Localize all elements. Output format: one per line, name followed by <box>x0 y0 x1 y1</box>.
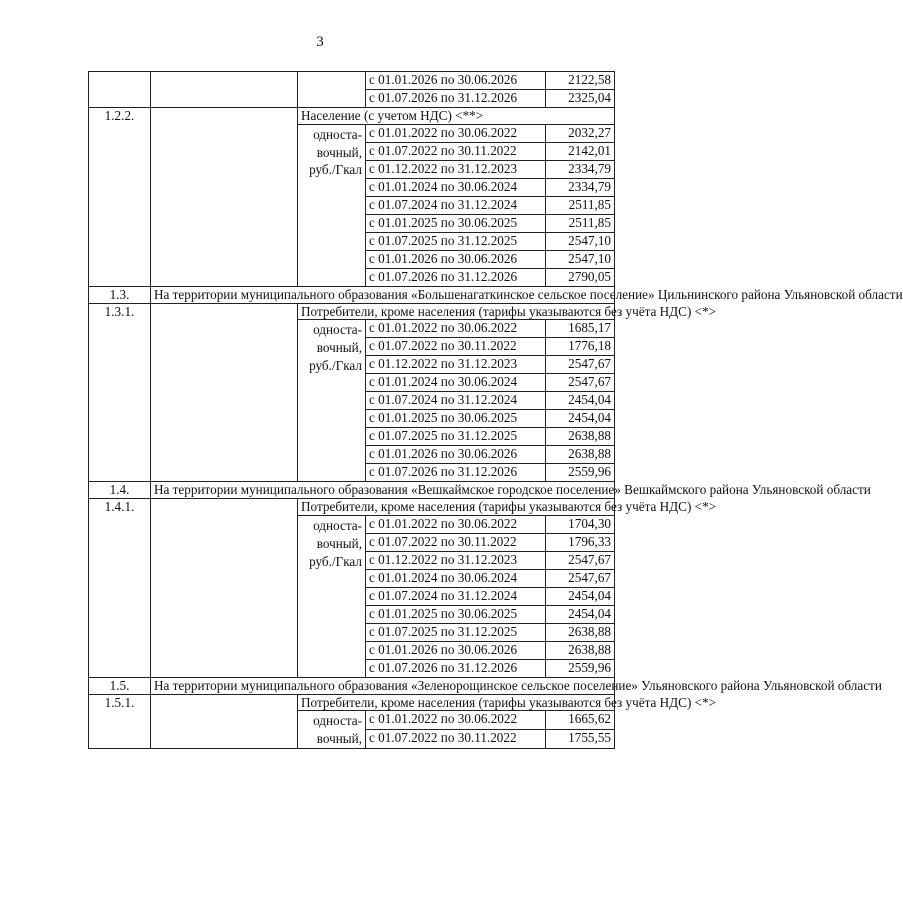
page-number: 3 <box>316 34 324 50</box>
sub-heading-row <box>89 303 615 320</box>
period-cell: с 01.01.2025 по 30.06.2025 <box>366 605 546 623</box>
sub-heading-row <box>89 499 615 516</box>
value-cell: 2454,04 <box>546 605 615 623</box>
sub-heading: Потребители, кроме населения (тарифы указываются без учёта НДС) <*> <box>298 303 615 320</box>
territory-row <box>89 677 615 694</box>
period-cell: с 01.01.2026 по 30.06.2026 <box>366 72 546 90</box>
sub-heading-row <box>89 108 615 125</box>
period-cell: с 01.01.2024 по 30.06.2024 <box>366 569 546 587</box>
unit-line: руб./Гкал <box>309 553 362 569</box>
value-cell: 1685,17 <box>546 320 615 338</box>
territory-row <box>89 482 615 499</box>
period-cell: с 01.01.2022 по 30.06.2022 <box>366 711 546 730</box>
value-cell: 2559,96 <box>546 659 615 677</box>
period-cell: с 01.12.2022 по 31.12.2023 <box>366 356 546 374</box>
sub-heading: Потребители, кроме населения (тарифы указываются без учёта НДС) <*> <box>298 694 615 711</box>
unit-line: односта- <box>313 126 362 142</box>
period-cell: с 01.07.2022 по 30.11.2022 <box>366 730 546 749</box>
value-cell: 2638,88 <box>546 446 615 464</box>
period-cell: с 01.07.2025 по 31.12.2025 <box>366 232 546 250</box>
unit-line: вочный, <box>316 535 362 551</box>
value-cell: 2547,67 <box>546 551 615 569</box>
sub-heading: Население (с учетом НДС) <**> <box>298 108 615 125</box>
period-cell: с 01.12.2022 по 31.12.2023 <box>366 551 546 569</box>
sub-heading: Потребители, кроме населения (тарифы указываются без учёта НДС) <*> <box>298 499 615 516</box>
unit-cell <box>298 320 366 482</box>
value-cell: 2547,67 <box>546 356 615 374</box>
period-cell: с 01.07.2022 по 30.11.2022 <box>366 533 546 551</box>
value-cell: 1665,62 <box>546 711 615 730</box>
value-cell: 2511,85 <box>546 196 615 214</box>
value-cell: 2511,85 <box>546 214 615 232</box>
unit-line: руб./Гкал <box>309 357 362 373</box>
period-cell: с 01.07.2022 по 30.11.2022 <box>366 142 546 160</box>
item-number <box>89 72 151 108</box>
value-cell: 2547,10 <box>546 250 615 268</box>
period-cell: с 01.07.2024 по 31.12.2024 <box>366 196 546 214</box>
value-cell: 2547,67 <box>546 569 615 587</box>
period-cell: с 01.01.2025 по 30.06.2025 <box>366 410 546 428</box>
item-blank-cell <box>151 499 298 678</box>
item-blank-cell <box>151 108 298 287</box>
item-number: 1.5.1. <box>89 694 151 748</box>
period-cell: с 01.07.2026 по 31.12.2026 <box>366 268 546 286</box>
territory-row <box>89 286 615 303</box>
unit-line: односта- <box>313 322 362 338</box>
value-cell: 1796,33 <box>546 533 615 551</box>
period-cell: с 01.01.2022 по 30.06.2022 <box>366 124 546 142</box>
period-cell: с 01.01.2024 по 30.06.2024 <box>366 178 546 196</box>
period-cell: с 01.07.2025 по 31.12.2025 <box>366 623 546 641</box>
unit-line: вочный, <box>316 731 362 747</box>
territory-title: На территории муниципального образования «Зеленорощинское сельское поселение» Ульяновского района Ульяновской области <box>151 677 615 694</box>
value-cell: 2142,01 <box>546 142 615 160</box>
period-cell: с 01.07.2024 по 31.12.2024 <box>366 587 546 605</box>
tariff-table <box>88 71 903 749</box>
period-cell: с 01.07.2026 по 31.12.2026 <box>366 464 546 482</box>
value-cell: 2790,05 <box>546 268 615 286</box>
period-cell: с 01.07.2025 по 31.12.2025 <box>366 428 546 446</box>
period-cell: с 01.01.2026 по 30.06.2026 <box>366 446 546 464</box>
unit-line: односта- <box>313 713 362 729</box>
unit-line: руб./Гкал <box>309 162 362 178</box>
value-cell: 2454,04 <box>546 587 615 605</box>
unit-line: вочный, <box>316 340 362 356</box>
value-cell: 2559,96 <box>546 464 615 482</box>
period-cell: с 01.07.2022 по 30.11.2022 <box>366 338 546 356</box>
value-cell: 2638,88 <box>546 641 615 659</box>
tariff-row <box>89 72 615 90</box>
value-cell: 2122,58 <box>546 72 615 90</box>
territory-number: 1.5. <box>89 677 151 694</box>
unit-cell <box>298 711 366 749</box>
unit-cell <box>298 515 366 677</box>
period-cell: с 01.01.2022 по 30.06.2022 <box>366 320 546 338</box>
value-cell: 2334,79 <box>546 160 615 178</box>
value-cell: 2454,04 <box>546 392 615 410</box>
period-cell: с 01.01.2025 по 30.06.2025 <box>366 214 546 232</box>
item-blank-cell <box>151 694 298 748</box>
unit-line: односта- <box>313 517 362 533</box>
value-cell: 2454,04 <box>546 410 615 428</box>
value-cell: 2334,79 <box>546 178 615 196</box>
territory-number: 1.4. <box>89 482 151 499</box>
period-cell: с 01.01.2024 по 30.06.2024 <box>366 374 546 392</box>
period-cell: с 01.07.2024 по 31.12.2024 <box>366 392 546 410</box>
value-cell: 1704,30 <box>546 515 615 533</box>
value-cell: 2032,27 <box>546 124 615 142</box>
period-cell: с 01.12.2022 по 31.12.2023 <box>366 160 546 178</box>
value-cell: 2547,10 <box>546 232 615 250</box>
unit-cell <box>298 124 366 286</box>
territory-number: 1.3. <box>89 286 151 303</box>
value-cell: 2325,04 <box>546 90 615 108</box>
territory-title: На территории муниципального образования «Большенагаткинское сельское поселение» Цильнинского района Ульяновской области <box>151 286 615 303</box>
value-cell: 2638,88 <box>546 623 615 641</box>
period-cell: с 01.07.2026 по 31.12.2026 <box>366 659 546 677</box>
period-cell: с 01.01.2026 по 30.06.2026 <box>366 250 546 268</box>
unit-line: вочный, <box>316 144 362 160</box>
item-number: 1.4.1. <box>89 499 151 678</box>
value-cell: 2638,88 <box>546 428 615 446</box>
period-cell: с 01.01.2022 по 30.06.2022 <box>366 515 546 533</box>
value-cell: 1755,55 <box>546 730 615 749</box>
item-blank-cell <box>151 303 298 482</box>
period-cell: с 01.07.2026 по 31.12.2026 <box>366 90 546 108</box>
item-number: 1.2.2. <box>89 108 151 287</box>
item-blank-cell <box>151 72 298 108</box>
territory-title: На территории муниципального образования «Вешкаймское городское поселение» Вешкаймского района Ульяновской области <box>151 482 615 499</box>
period-cell: с 01.01.2026 по 30.06.2026 <box>366 641 546 659</box>
value-cell: 2547,67 <box>546 374 615 392</box>
value-cell: 1776,18 <box>546 338 615 356</box>
sub-heading-row <box>89 694 615 711</box>
unit-cell <box>298 72 366 108</box>
item-number: 1.3.1. <box>89 303 151 482</box>
